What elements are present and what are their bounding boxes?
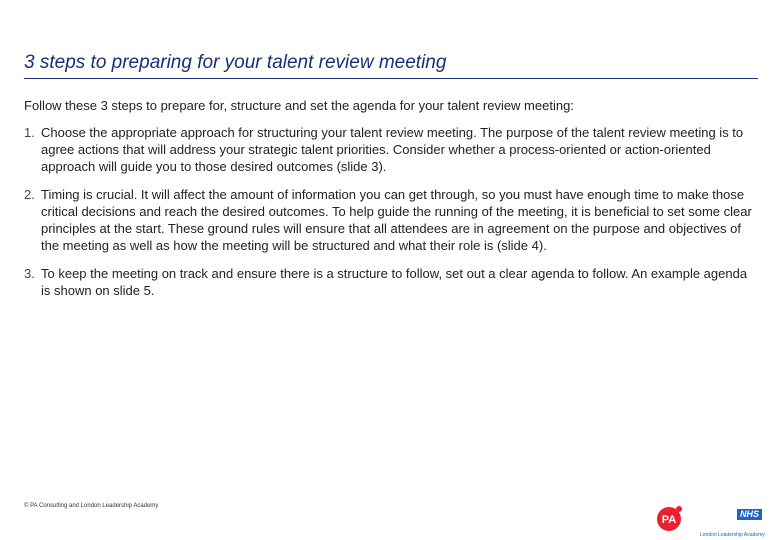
copyright-footer: © PA Consulting and London Leadership Academy [24,503,159,509]
slide-title: 3 steps to preparing for your talent review meeting [24,52,447,73]
step-item [24,124,754,175]
step-text: To keep the meeting on track and ensure there is a structure to follow, set out a clear agenda to follow. An example agenda is shown on slide 5. [41,266,748,298]
nhs-subtitle: London Leadership Academy [700,532,765,538]
nhs-logo: NHS [737,509,762,520]
pa-logo-dot [676,506,682,512]
step-item [24,265,754,299]
step-number: 2. [24,187,35,202]
step-number: 3. [24,266,35,281]
pa-logo-text: PA [661,514,677,526]
intro-text: Follow these 3 steps to prepare for, structure and set the agenda for your talent review meeting: [24,98,574,113]
step-item [24,186,754,254]
step-text: Choose the appropriate approach for structuring your talent review meeting. The purpose of the talent review meeting is to agree actions that will address your strategic talent priorities. Consider whether a process-oriented or action-oriented approach will guide you to those desired outcomes (slide 3). [41,125,744,174]
steps-list [24,124,754,310]
step-number: 1. [24,125,35,140]
nhs-branding [700,504,765,538]
step-text: Timing is crucial. It will affect the amount of information you can get through, so you must have enough time to make those critical decisions and reach the desired outcomes. To help guide the running of the meeting, it is beneficial to set some clear principles at the start. These ground rules will ensure that all attendees are in agreement on the purpose and objectives of the meeting as well as how the meeting will be structured and what their role is (slide 4). [41,187,752,253]
title-underline [24,78,758,79]
pa-consulting-logo [655,503,685,533]
